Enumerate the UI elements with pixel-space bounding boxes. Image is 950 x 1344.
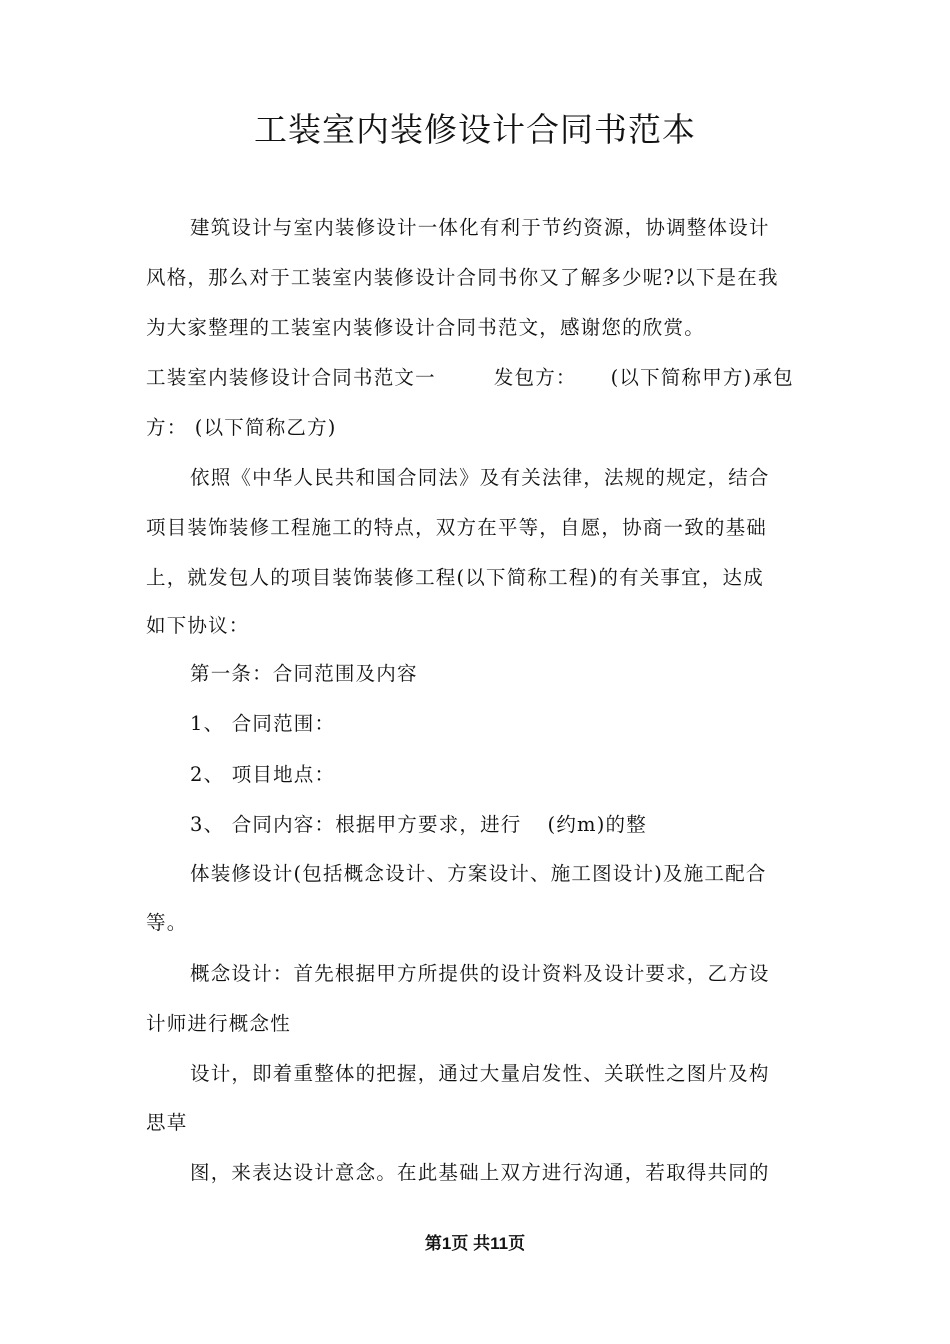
contract-heading: 工装室内装修设计合同书范文一 bbox=[146, 366, 436, 389]
paragraph-basis-line-4: 如下协议： bbox=[146, 614, 250, 637]
paragraph-scope-line-1: 体装修设计(包括概念设计、方案设计、施工图设计)及施工配合 bbox=[190, 862, 767, 885]
paragraph-sketch-line-1: 图，来表达设计意念。在此基础上双方进行沟通，若取得共同的 bbox=[190, 1161, 770, 1184]
item-2: 2、 项目地点： bbox=[190, 763, 336, 786]
paragraph-basis-line-2: 项目装饰装修工程施工的特点，双方在平等，自愿，协商一致的基础 bbox=[146, 516, 768, 539]
page-footer: 第1页 共11页 bbox=[424, 1234, 526, 1253]
paragraph-basis-line-3: 上，就发包人的项目装饰装修工程(以下简称工程)的有关事宜，达成 bbox=[146, 566, 764, 589]
item-1: 1、 合同范围： bbox=[190, 712, 336, 735]
document-title: 工装室内装修设计合同书范本 bbox=[254, 110, 696, 149]
paragraph-basis-line-1: 依照《中华人民共和国合同法》及有关法律，法规的规定，结合 bbox=[190, 466, 770, 489]
contract-heading-line bbox=[146, 362, 794, 390]
paragraph-intro-line-1: 建筑设计与室内装修设计一体化有利于节约资源，协调整体设计 bbox=[190, 216, 770, 239]
article-1-heading: 第一条：合同范围及内容 bbox=[190, 662, 418, 685]
paragraph-scope-line-2: 等。 bbox=[146, 911, 188, 934]
item-3-text: 3、 合同内容：根据甲方要求，进行 bbox=[190, 813, 522, 836]
paragraph-intro-line-2: 风格，那么对于工装室内装修设计合同书你又了解多少呢?以下是在我 bbox=[146, 266, 779, 289]
party-a-note: (以下简称甲方)承包 bbox=[610, 366, 794, 389]
paragraph-design-line-1: 设计，即着重整体的把握，通过大量启发性、关联性之图片及构 bbox=[190, 1062, 770, 1085]
paragraph-design-line-2: 思草 bbox=[146, 1111, 188, 1134]
item-3 bbox=[190, 809, 647, 837]
party-a-label: 发包方： bbox=[493, 366, 577, 389]
paragraph-concept-line-2: 计师进行概念性 bbox=[146, 1012, 291, 1035]
party-b-line: 方： (以下简称乙方) bbox=[146, 416, 337, 439]
paragraph-intro-line-3: 为大家整理的工装室内装修设计合同书范文，感谢您的欣赏。 bbox=[146, 316, 705, 339]
item-3-area: (约m)的整 bbox=[547, 813, 647, 836]
paragraph-concept-line-1: 概念设计：首先根据甲方所提供的设计资料及设计要求，乙方设 bbox=[190, 962, 770, 985]
